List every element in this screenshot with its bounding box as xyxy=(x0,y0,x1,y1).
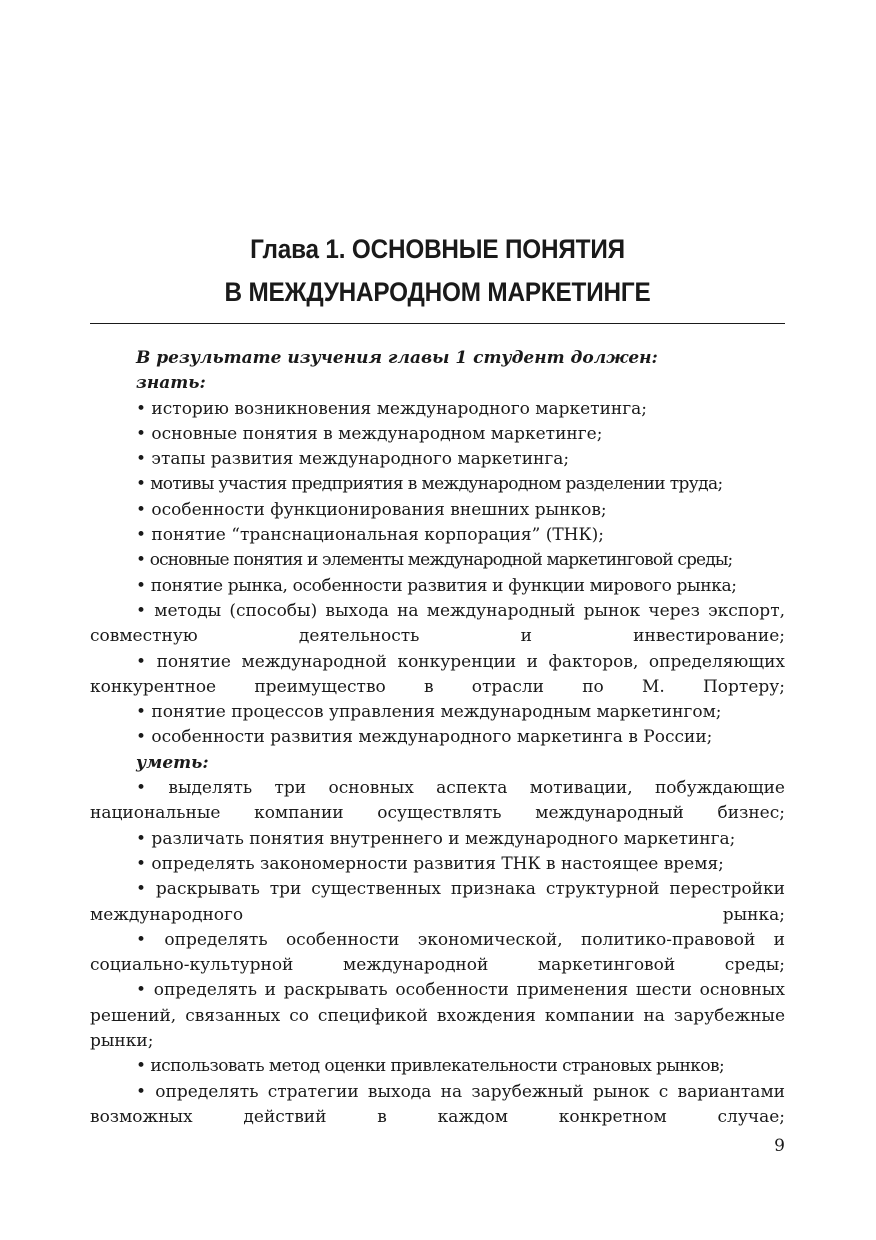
can-heading: уметь: xyxy=(136,752,209,773)
objectives-intro: В результате изучения главы 1 студент должен: xyxy=(136,348,658,368)
know-item: • историю возникновения международного маркетинга; xyxy=(136,398,648,419)
can-item: • раскрывать три существенных признака структурной перестройки международного рынка; xyxy=(90,879,785,925)
can-item: • определять закономерности развития ТНК в настоящее время; xyxy=(136,853,724,874)
know-item: • особенности функционирования внешних рынков; xyxy=(136,499,607,520)
know-item: • понятие “транснациональная корпорация” (ТНК); xyxy=(136,525,605,546)
chapter-title-line-1: Глава 1. ОСНОВНЫЕ ПОНЯТИЯ xyxy=(250,234,625,264)
chapter-title xyxy=(125,228,751,314)
can-item: • использовать метод оценки привлекательности страновых рынков; xyxy=(136,1056,725,1077)
know-item: • методы (способы) выхода на международный рынок через экспорт, совместную деятельность и инвестирование; xyxy=(90,600,785,647)
title-divider xyxy=(90,323,785,324)
know-item: • основные понятия и элементы международной маркетинговой среды; xyxy=(136,550,733,571)
chapter-objectives xyxy=(90,346,785,1130)
chapter-title-line-2: В МЕЖДУНАРОДНОМ МАРКЕТИНГЕ xyxy=(224,277,651,307)
can-item: • определять особенности экономической, политико-правовой и социально-культурной международной маркетинговой среды; xyxy=(90,929,785,976)
know-item: • мотивы участия предприятия в международном разделении труда; xyxy=(136,474,723,495)
know-item: • этапы развития международного маркетинга; xyxy=(136,449,570,470)
know-item: • понятие процессов управления международным маркетингом; xyxy=(136,702,722,723)
page-number: 9 xyxy=(774,1136,785,1156)
know-item: • понятие международной конкуренции и факторов, определяющих конкурентное преимущество в отрасли по М. Портеру; xyxy=(90,651,785,697)
can-item: • выделять три основных аспекта мотивации, побуждающие национальные компании осуществлять международный бизнес; xyxy=(90,778,785,824)
can-item: • определять стратегии выхода на зарубежный рынок с вариантами возможных действий в каждом конкретном случае; xyxy=(90,1081,785,1127)
know-item: • особенности развития международного маркетинга в России; xyxy=(136,727,713,748)
know-item: • понятие рынка, особенности развития и функции мирового рынка; xyxy=(136,575,737,596)
can-item: • определять и раскрывать особенности применения шести основных решений, связанных со спецификой вхождения компании на зарубежные рынки; xyxy=(90,980,785,1052)
know-heading: знать: xyxy=(136,373,206,394)
can-item: • различать понятия внутреннего и международного маркетинга; xyxy=(136,828,736,849)
know-item: • основные понятия в международном маркетинге; xyxy=(136,423,603,444)
